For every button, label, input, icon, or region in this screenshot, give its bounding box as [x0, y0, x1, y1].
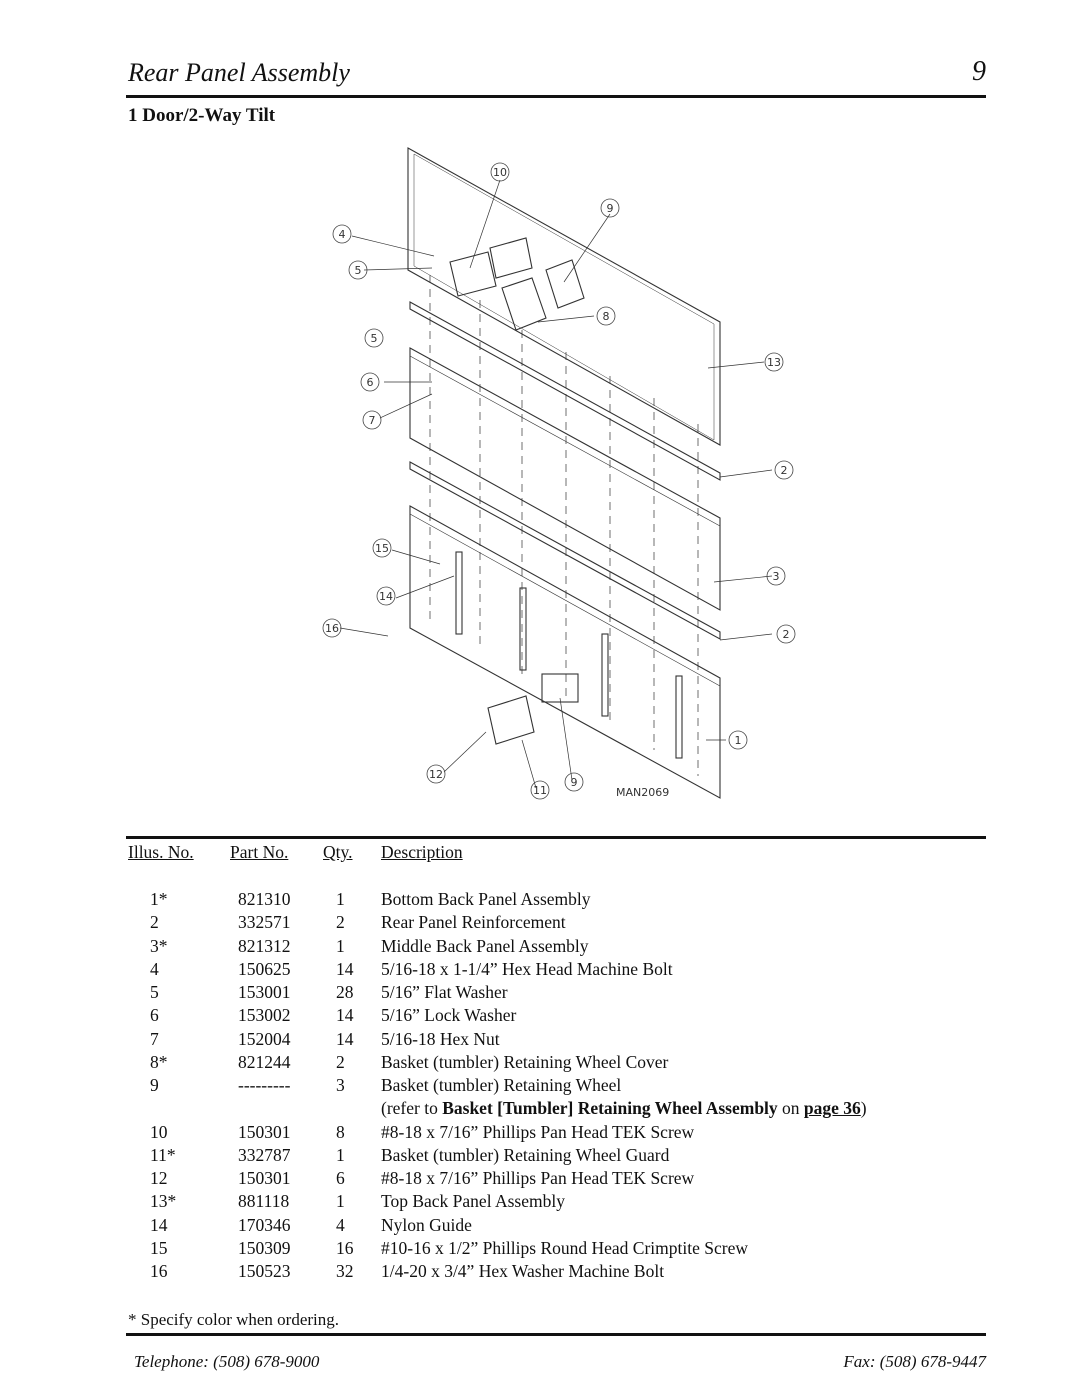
callout-label: 9 — [606, 202, 614, 215]
callout-label: 9 — [570, 776, 578, 789]
cell-qty: 14 — [336, 1028, 354, 1049]
cell-desc: #8-18 x 7/16” Phillips Pan Head TEK Screw — [381, 1121, 695, 1142]
cell-desc: Rear Panel Reinforcement — [381, 912, 566, 933]
cell-illus: 12 — [150, 1168, 168, 1188]
section-subtitle: 1 Door/2-Way Tilt — [128, 105, 276, 126]
table-row — [126, 1074, 986, 1097]
cell-desc: #8-18 x 7/16” Phillips Pan Head TEK Screw — [381, 1168, 695, 1188]
table-row — [126, 1051, 986, 1074]
cell-qty: 4 — [336, 1214, 345, 1235]
cell-part: 332571 — [238, 912, 291, 933]
cell-part: 881118 — [238, 1191, 290, 1212]
cell-desc: 5/16” Flat Washer — [381, 982, 508, 1002]
callout-label: 4 — [338, 228, 346, 241]
header-qty: Qty. — [323, 842, 353, 862]
header-part: Part No. — [230, 842, 289, 862]
table-row — [126, 911, 986, 934]
callout-label: 11 — [533, 784, 547, 797]
table-row — [126, 981, 986, 1004]
nylon-guide — [676, 676, 682, 758]
cell-part: --------- — [238, 1075, 291, 1095]
cell-qty: 14 — [336, 958, 354, 979]
cell-illus: 10 — [150, 1121, 168, 1142]
cell-desc: #10-16 x 1/2” Phillips Round Head Crimptite Screw — [381, 1237, 748, 1258]
cell-part: 821310 — [238, 889, 291, 909]
cell-part: 170346 — [238, 1214, 291, 1235]
table-row — [126, 1121, 986, 1144]
table-row — [126, 1214, 986, 1237]
cell-desc: 5/16-18 x 1-1/4” Hex Head Machine Bolt — [381, 958, 673, 979]
cell-qty: 16 — [336, 1237, 354, 1258]
ref-suffix: ) — [860, 1098, 867, 1119]
table-row — [126, 888, 986, 911]
cell-illus: 15 — [150, 1237, 168, 1258]
page-title: Rear Panel Assembly — [128, 58, 350, 87]
top-back-panel — [408, 148, 720, 445]
cell-illus: 4 — [150, 958, 159, 979]
cell-part: 150523 — [238, 1261, 291, 1281]
cell-illus: 5 — [150, 982, 159, 1002]
cell-part: 150301 — [238, 1121, 291, 1142]
cell-illus: 16 — [150, 1261, 168, 1281]
callout-label: 7 — [368, 414, 376, 427]
cell-desc: 5/16-18 Hex Nut — [381, 1028, 500, 1049]
cell-qty: 8 — [336, 1121, 345, 1142]
table-row — [126, 1237, 986, 1260]
nylon-guide — [520, 588, 526, 670]
table-row — [126, 1028, 986, 1051]
table-row — [126, 1167, 986, 1190]
callout-label: 10 — [493, 166, 507, 179]
nylon-guide — [602, 634, 608, 716]
cell-qty: 2 — [336, 912, 345, 933]
table-top-rule — [126, 836, 986, 839]
cell-qty: 6 — [336, 1168, 345, 1188]
nylon-guide — [456, 552, 462, 634]
cell-qty: 1 — [336, 1144, 345, 1165]
callout-label: 2 — [782, 628, 790, 641]
reinforcement-upper — [410, 302, 720, 480]
cell-qty: 14 — [336, 1005, 354, 1026]
cell-part: 821244 — [238, 1051, 291, 1072]
header-rule — [126, 95, 986, 98]
callout-label: 14 — [379, 590, 393, 603]
cell-part: 150625 — [238, 958, 291, 979]
ref-on: on — [782, 1098, 800, 1119]
cell-desc: Basket (tumbler) Retaining Wheel — [381, 1075, 622, 1095]
cell-part: 332787 — [238, 1144, 291, 1165]
callout-label: 2 — [780, 464, 788, 477]
cell-qty: 28 — [336, 982, 354, 1002]
parts-table — [126, 842, 986, 1283]
footnote: * Specify color when ordering. — [128, 1310, 340, 1329]
table-row — [126, 1260, 986, 1283]
footer-rule — [126, 1333, 986, 1336]
cell-illus: 9 — [150, 1075, 159, 1095]
cell-desc: Basket (tumbler) Retaining Wheel Guard — [381, 1144, 670, 1165]
callout-label: 8 — [602, 310, 610, 323]
table-row — [126, 1004, 986, 1027]
table-row — [126, 1144, 986, 1167]
cell-desc: 1/4-20 x 3/4” Hex Washer Machine Bolt — [381, 1261, 665, 1281]
cell-illus: 1* — [150, 889, 168, 909]
callout-label: 16 — [325, 622, 339, 635]
footer-telephone: Telephone: (508) 678-9000 — [134, 1352, 320, 1371]
callout-label: 12 — [429, 768, 443, 781]
cell-illus: 13* — [150, 1191, 177, 1212]
cell-part: 150301 — [238, 1168, 291, 1188]
callout-label: 15 — [375, 542, 389, 555]
callout-label: 13 — [767, 356, 781, 369]
cell-illus: 2 — [150, 912, 159, 933]
ref-bold-text: Basket [Tumbler] Retaining Wheel Assembly — [442, 1098, 778, 1119]
cell-illus: 7 — [150, 1028, 159, 1049]
cell-desc: 5/16” Lock Washer — [381, 1005, 517, 1026]
cell-illus: 6 — [150, 1005, 159, 1026]
ref-prefix: (refer to — [381, 1098, 438, 1119]
cell-desc: Top Back Panel Assembly — [381, 1191, 565, 1212]
cell-qty: 1 — [336, 889, 345, 909]
cell-qty: 1 — [336, 935, 345, 956]
bottom-back-panel — [410, 506, 720, 798]
table-row — [126, 958, 986, 981]
reference-note — [126, 1097, 986, 1120]
cell-qty: 3 — [336, 1075, 345, 1095]
wheel-guard — [488, 696, 534, 744]
header-desc: Description — [381, 842, 463, 862]
drawing-id: MAN2069 — [616, 786, 670, 799]
cell-desc: Middle Back Panel Assembly — [381, 935, 589, 956]
retaining-wheel — [542, 674, 578, 702]
cell-desc: Nylon Guide — [381, 1214, 472, 1235]
wheel-cover — [546, 260, 584, 308]
cell-part: 821312 — [238, 935, 291, 956]
cell-illus: 14 — [150, 1214, 168, 1235]
callout-label: 5 — [354, 264, 362, 277]
wheel-cover — [490, 238, 532, 278]
callout-label: 1 — [734, 734, 742, 747]
cell-part: 153002 — [238, 1005, 291, 1026]
table-row — [126, 935, 986, 958]
cell-part: 152004 — [238, 1028, 291, 1049]
header-illus: Illus. No. — [128, 842, 194, 862]
cell-part: 150309 — [238, 1237, 291, 1258]
cell-qty: 1 — [336, 1191, 345, 1212]
cell-part: 153001 — [238, 982, 291, 1002]
exploded-parts-diagram — [310, 140, 810, 820]
cell-qty: 2 — [336, 1051, 345, 1072]
cell-desc: Basket (tumbler) Retaining Wheel Cover — [381, 1051, 669, 1072]
callout-label: 3 — [772, 570, 780, 583]
footer-fax: Fax: (508) 678-9447 — [843, 1352, 986, 1371]
ref-page-link[interactable]: page 36 — [803, 1098, 861, 1119]
callout-label: 6 — [366, 376, 374, 389]
table-row — [126, 1190, 986, 1213]
page-number: 9 — [972, 56, 986, 87]
cell-qty: 32 — [336, 1261, 354, 1281]
cell-illus: 8* — [150, 1051, 168, 1072]
cell-illus: 11* — [150, 1144, 176, 1165]
callout-label: 5 — [370, 332, 378, 345]
cell-illus: 3* — [150, 935, 168, 956]
table-header — [126, 842, 986, 866]
cell-desc: Bottom Back Panel Assembly — [381, 889, 591, 909]
